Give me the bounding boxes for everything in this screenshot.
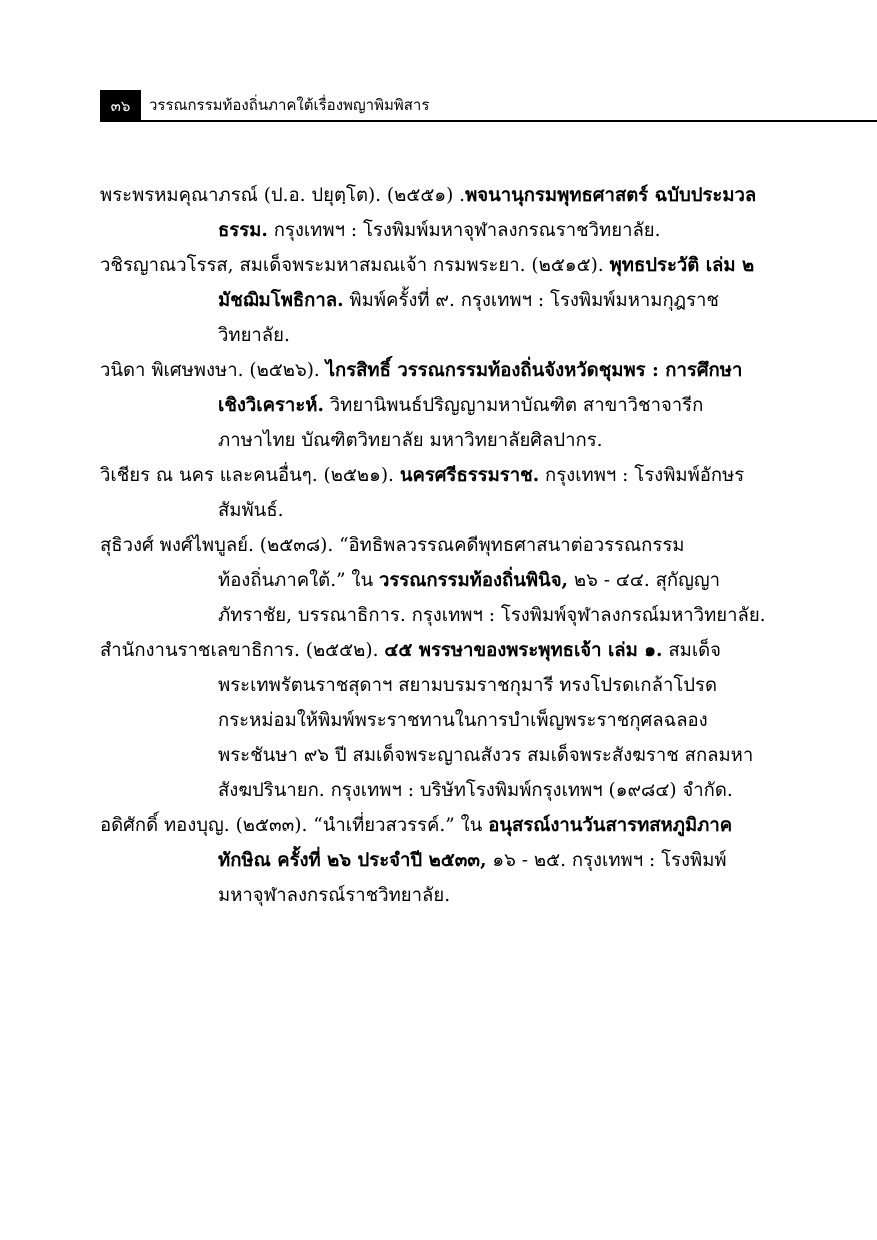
reference-text: กระหม่อมให้พิมพ์พระราชทานในการบำเพ็ญพระราชกุศลฉลอง — [218, 710, 708, 731]
reference-text: ภัทราชัย, บรรณาธิการ. กรุงเทพฯ : โรงพิมพ์จุฬาลงกรณ์มหาวิทยาลัย. — [218, 605, 766, 626]
reference-line — [100, 563, 772, 598]
header-rule — [100, 120, 877, 122]
page-number: ๓๖ — [100, 90, 141, 122]
reference-line — [100, 353, 772, 388]
reference-text: วิเชียร ณ นคร และคนอื่นๆ. (๒๕๒๑). — [100, 465, 400, 486]
reference-title-text: มัชฌิมโพธิกาล. — [218, 290, 344, 311]
reference-line — [100, 178, 772, 213]
reference-line — [100, 668, 772, 703]
reference-title-text: เชิงวิเคราะห์. — [218, 395, 324, 416]
reference-text: ๒๖ - ๔๔. สุกัญญา — [568, 570, 721, 591]
reference-text: พระพรหมคุณาภรณ์ (ป.อ. ปยุตฺโต). (๒๕๕๑) . — [100, 185, 466, 206]
reference-title-text: วรรณกรรมท้องถิ่นพินิจ, — [378, 570, 568, 591]
reference-line — [100, 458, 772, 493]
reference-text: สัมพันธ์. — [218, 500, 284, 521]
reference-line — [100, 493, 772, 528]
reference-text: กรุงเทพฯ : โรงพิมพ์อักษร — [539, 465, 745, 486]
reference-text: ๑๖ - ๒๕. กรุงเทพฯ : โรงพิมพ์ — [486, 850, 727, 871]
reference-text: พระชันษา ๙๖ ปี สมเด็จพระญาณสังวร สมเด็จพระสังฆราช สกลมหา — [218, 745, 754, 766]
reference-title-text: อนุสรณ์งานวันสารทสหภูมิภาค — [488, 815, 733, 836]
reference-entry — [100, 633, 772, 808]
reference-title-text: ทักษิณ ครั้งที่ ๒๖ ประจำปี ๒๕๓๓, — [218, 850, 487, 871]
reference-title-text: นครศรีธรรมราช. — [399, 465, 540, 486]
reference-text: วิทยาลัย. — [218, 325, 290, 346]
reference-text: สมเด็จ — [662, 640, 721, 661]
reference-line — [100, 808, 772, 843]
reference-line — [100, 878, 772, 913]
reference-title-text: พุทธประวัติ เล่ม ๒ — [609, 255, 755, 276]
running-header — [100, 90, 877, 122]
reference-line — [100, 598, 772, 633]
reference-text: ภาษาไทย บัณฑิตวิทยาลัย มหาวิทยาลัยศิลปากร. — [218, 430, 603, 451]
reference-line — [100, 773, 772, 808]
reference-line — [100, 703, 772, 738]
reference-title-text: ธรรม. — [218, 220, 268, 241]
reference-text: วิทยานิพนธ์ปริญญามหาบัณฑิต สาขาวิชาจารีก — [323, 395, 704, 416]
reference-line — [100, 213, 772, 248]
reference-line — [100, 388, 772, 423]
reference-title-text: พจนานุกรมพุทธศาสตร์ ฉบับประมวล — [465, 185, 757, 206]
reference-title-text: ๔๕ พรรษาของพระพุทธเจ้า เล่ม ๑. — [384, 640, 663, 661]
reference-line — [100, 283, 772, 318]
reference-line — [100, 528, 772, 563]
reference-text: สังฆปรินายก. กรุงเทพฯ : บริษัทโรงพิมพ์กรุงเทพฯ (๑๙๘๔) จำกัด. — [218, 780, 733, 801]
reference-title-text: ไกรสิทธิ์ วรรณกรรมท้องถิ่นจังหวัดชุมพร : การศึกษา — [325, 360, 743, 381]
reference-line — [100, 318, 772, 353]
reference-entry — [100, 808, 772, 913]
reference-line — [100, 843, 772, 878]
reference-line — [100, 423, 772, 458]
reference-text: วชิรญาณวโรรส, สมเด็จพระมหาสมณเจ้า กรมพระยา. (๒๕๑๕). — [100, 255, 610, 276]
reference-text: สำนักงานราชเลขาธิการ. (๒๕๕๒). — [100, 640, 385, 661]
reference-text: พิมพ์ครั้งที่ ๙. กรุงเทพฯ : โรงพิมพ์มหามกุฎราช — [343, 290, 719, 311]
reference-entry — [100, 248, 772, 353]
reference-line — [100, 248, 772, 283]
reference-entry — [100, 458, 772, 528]
reference-text: อดิศักดิ์ ทองบุญ. (๒๕๓๓). “นำเที่ยวสวรรค์.” ใน — [100, 815, 489, 836]
reference-entry — [100, 353, 772, 458]
reference-line — [100, 633, 772, 668]
reference-text: สุธิวงศ์ พงศ์ไพบูลย์. (๒๕๓๘). “อิทธิพลวรรณคดีพุทธศาสนาต่อวรรณกรรม — [100, 535, 685, 556]
reference-text: มหาจุฬาลงกรณ์ราชวิทยาลัย. — [218, 885, 451, 906]
bibliography-list — [100, 178, 772, 913]
reference-line — [100, 738, 772, 773]
reference-text: วนิดา พิเศษพงษา. (๒๕๒๖). — [100, 360, 326, 381]
reference-text: กรุงเทพฯ : โรงพิมพ์มหาจุฬาลงกรณราชวิทยาลัย. — [267, 220, 661, 241]
reference-text: ท้องถิ่นภาคใต้.” ใน — [218, 570, 379, 591]
reference-entry — [100, 528, 772, 633]
reference-text: พระเทพรัตนราชสุดาฯ สยามบรมราชกุมารี ทรงโปรดเกล้าโปรด — [218, 675, 717, 696]
reference-entry — [100, 178, 772, 248]
running-title: วรรณกรรมท้องถิ่นภาคใต้เรื่องพญาพิมพิสาร — [149, 96, 430, 114]
